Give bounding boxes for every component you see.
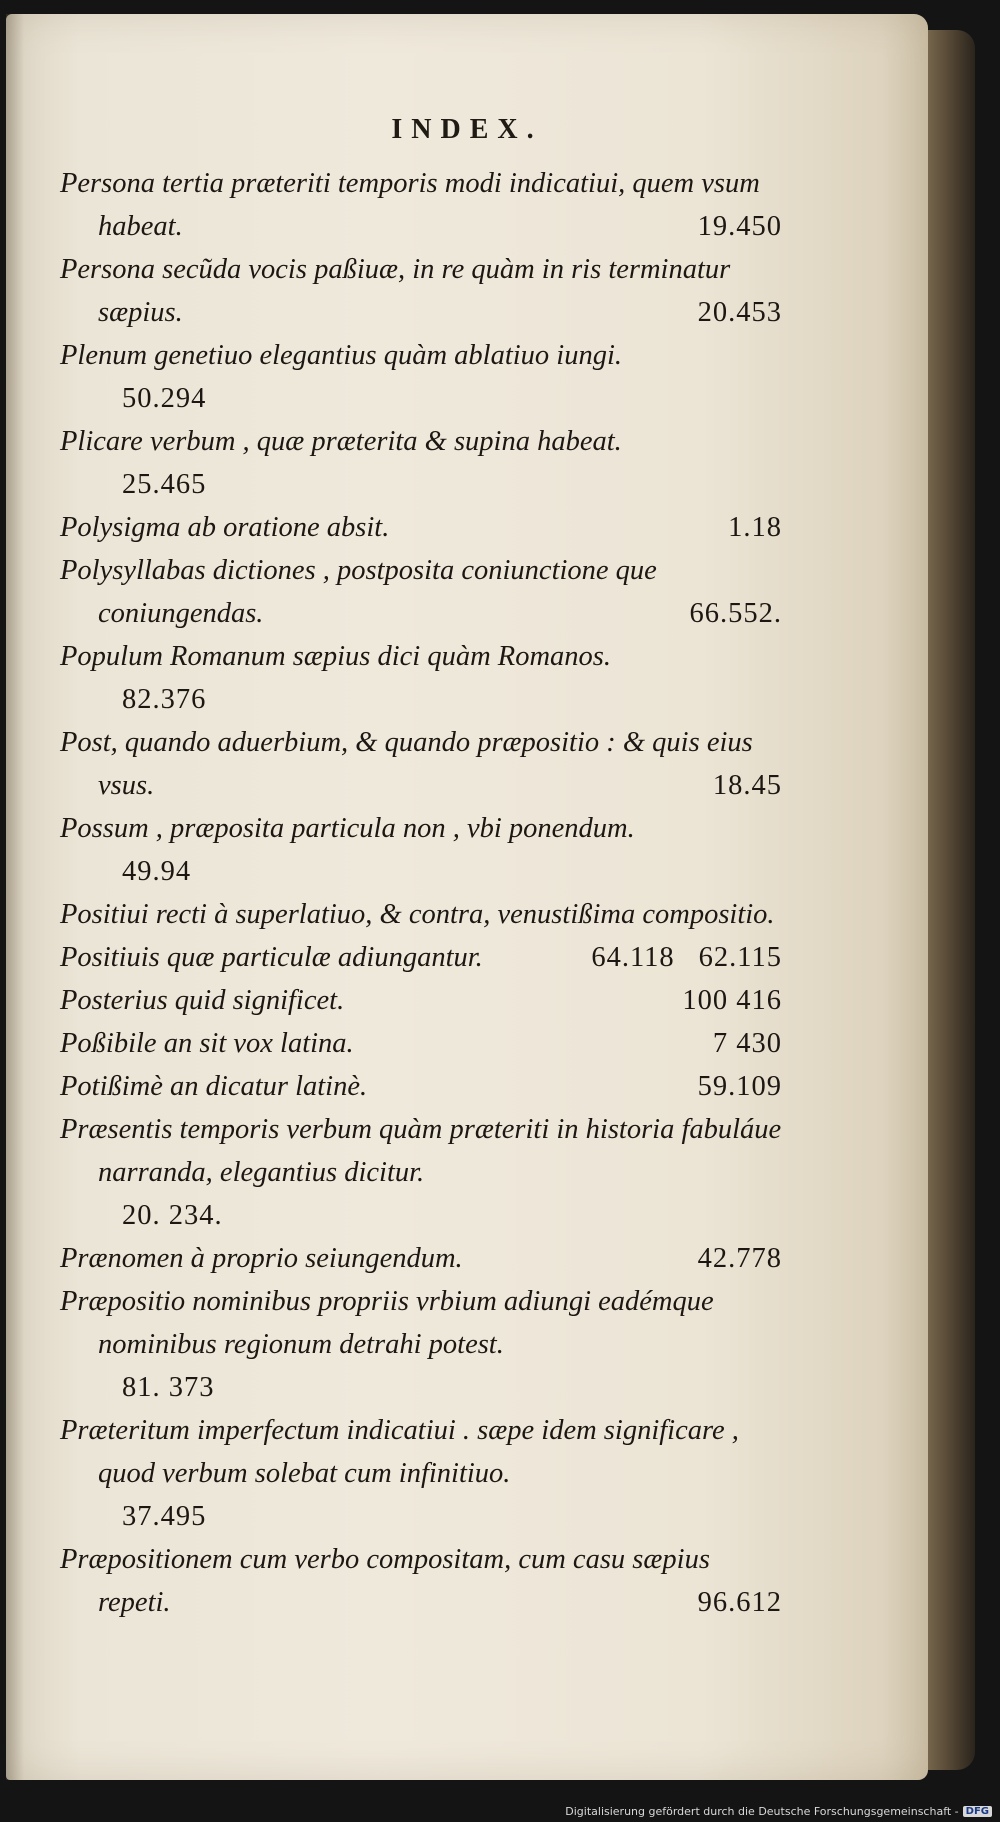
dfg-logo: DFG: [963, 1806, 992, 1817]
entry-reference: 42.778: [697, 1243, 782, 1274]
index-entry: [60, 162, 782, 248]
index-entry-list: [60, 162, 782, 1624]
entry-text: Populum Romanum sæpius dici quàm Romanos.: [60, 641, 611, 672]
entry-reference: 25.465: [122, 469, 207, 500]
index-entry: [60, 1022, 782, 1065]
entry-text: Post, quando aduerbium, & quando præpositio : & quis eius vsus.: [60, 727, 753, 801]
entry-text: Persona secũda vocis paßiuæ, in re quàm in ris terminatur sæpius.: [60, 254, 731, 328]
entry-reference: 81. 373: [122, 1372, 215, 1403]
entry-text: Positiui recti à superlatiuo, & contra, venustißima compositio.: [60, 899, 775, 930]
entry-text: Persona tertia præteriti temporis modi indicatiui, quem vsum habeat.: [60, 168, 760, 242]
index-entry: [60, 1280, 782, 1409]
entry-reference: 19.450: [697, 211, 782, 242]
index-entry: [60, 1237, 782, 1280]
entry-reference: 7 430: [712, 1028, 782, 1059]
index-entry: [60, 1409, 782, 1538]
entry-text: Polysyllabas dictiones , postposita coniunctione que coniungendas.: [60, 555, 657, 629]
index-entry: [60, 979, 782, 1022]
entry-text: Præpositionem cum verbo compositam, cum casu sæpius repeti.: [60, 1544, 710, 1618]
entry-reference: 100 416: [682, 985, 782, 1016]
entry-text: Prænomen à proprio seiungendum.: [60, 1243, 463, 1274]
digitization-credit: [565, 1802, 992, 1820]
index-entry: [60, 506, 782, 549]
entry-text: Plicare verbum , quæ præterita & supina habeat.: [60, 426, 622, 457]
index-entry: [60, 807, 782, 893]
running-head: INDEX.: [391, 114, 543, 145]
book-leaf: [6, 14, 928, 1780]
entry-reference: 20.453: [697, 297, 782, 328]
entry-text: Præsentis temporis verbum quàm præteriti in historia fabuláue narranda, elegantius dicitur.: [60, 1114, 782, 1188]
entry-reference: 66.552.: [689, 598, 782, 629]
entry-text: Possum , præposita particula non , vbi ponendum.: [60, 813, 635, 844]
entry-text: Potißimè an dicatur latinè.: [60, 1071, 368, 1102]
entry-reference: 62.115: [698, 942, 782, 973]
index-entry: [60, 1538, 782, 1624]
entry-reference: 64.118: [591, 942, 675, 973]
index-entry: [60, 1065, 782, 1108]
entry-reference: 20. 234.: [122, 1200, 223, 1231]
index-entry: [60, 248, 782, 334]
entry-text: Polysigma ab oratione absit.: [60, 512, 390, 543]
entry-text: Præpositio nominibus propriis vrbium adiungi eadémque nominibus regionum detrahi potest.: [60, 1286, 714, 1360]
entry-reference: 50.294: [122, 383, 207, 414]
gutter-shadow: [6, 14, 24, 1780]
entry-text: Poßibile an sit vox latina.: [60, 1028, 354, 1059]
index-entry: [60, 1108, 782, 1237]
entry-text: Plenum genetiuo elegantius quàm ablatiuo iungi.: [60, 340, 623, 371]
entry-reference: 49.94: [122, 856, 192, 887]
entry-text: Posterius quid significet.: [60, 985, 345, 1016]
entry-reference: 37.495: [122, 1501, 207, 1532]
index-entry: [60, 549, 782, 635]
credit-text: Digitalisierung gefördert durch die Deutsche Forschungsgemeinschaft -: [565, 1804, 959, 1818]
entry-text: Præteritum imperfectum indicatiui . sæpe idem significare , quod verbum solebat cum infinitiuo.: [60, 1415, 739, 1489]
index-entry: [60, 334, 782, 420]
entry-reference: 82.376: [122, 684, 207, 715]
entry-reference: 96.612: [697, 1587, 782, 1618]
index-entry: [60, 936, 782, 979]
entry-text: Positiuis quæ particulæ adiungantur.: [60, 942, 483, 973]
entry-reference: 18.45: [712, 770, 782, 801]
entry-reference: 59.109: [697, 1071, 782, 1102]
entry-reference: 1.18: [728, 512, 782, 543]
index-entry: [60, 721, 782, 807]
index-entry: [60, 420, 782, 506]
index-entry: [60, 635, 782, 721]
